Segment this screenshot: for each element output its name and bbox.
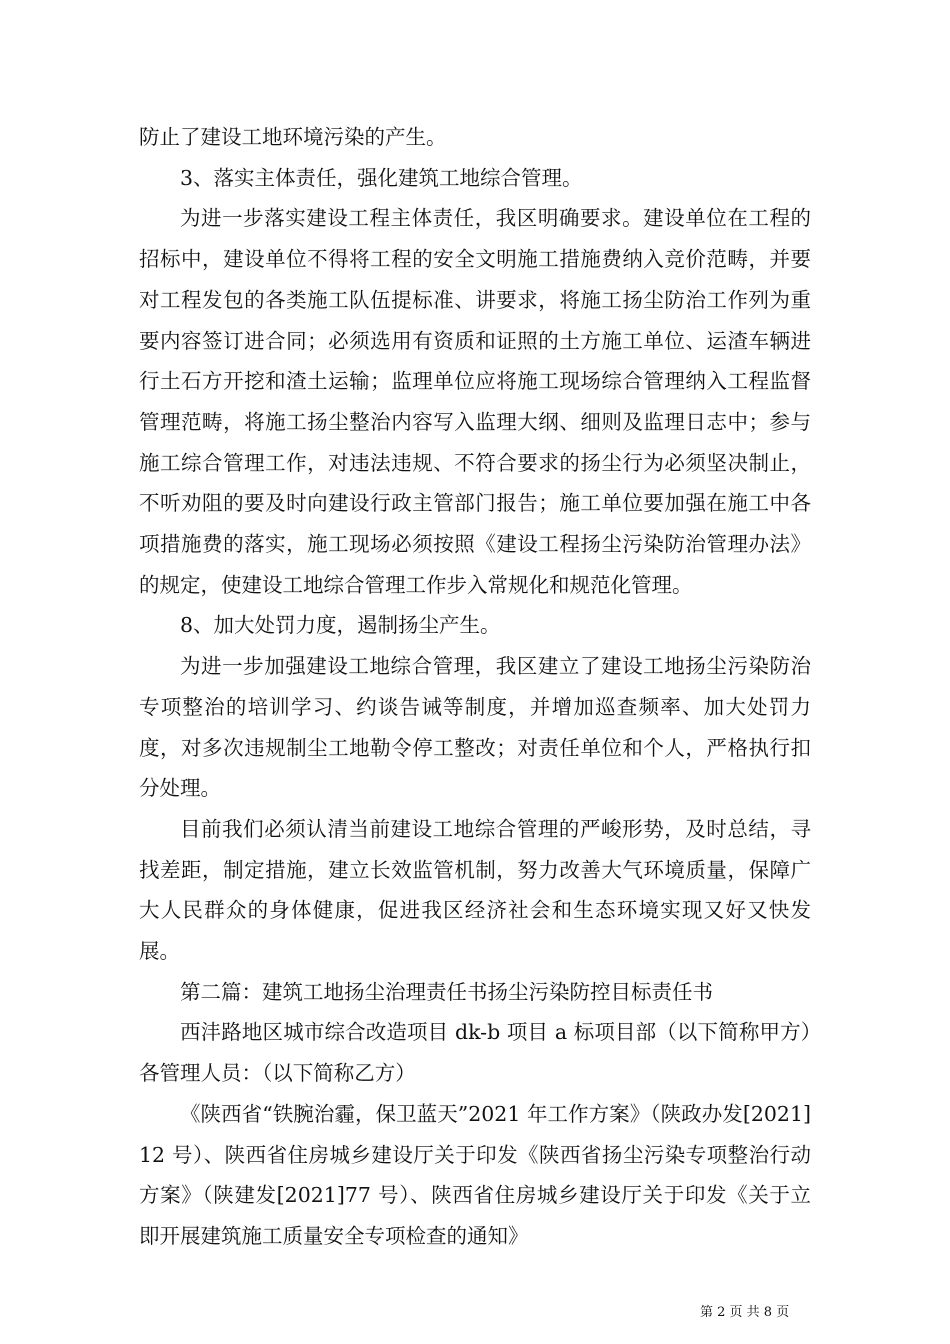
- paragraph-6: 目前我们必须认清当前建设工地综合管理的严峻形势，及时总结，寻找差距，制定措施，建立长效监管机制，努力改善大气环境质量，保障广大人民群众的身体健康，促进我区经济社会和生态环境实现又好又快发展。: [139, 816, 811, 964]
- paragraph-1: 防止了建设工地环境污染的产生。: [139, 125, 447, 149]
- page-number-footer: 第 2 页 共 8 页: [700, 1305, 790, 1320]
- paragraph-3: 为进一步落实建设工程主体责任，我区明确要求。建设单位在工程的招标中，建设单位不得将工程的安全文明施工措施费纳入竞价范畴，并要对工程发包的各类施工队伍提标准、讲要求，将施工扬尘防治工作列为重要内容签订进合同；必须选用有资质和证照的土方施工单位、运渣车辆进行土石方开挖和渣土运输；监理单位应将施工现场综合管理纳入工程监督管理范畴，将施工扬尘整治内容写入监理大纲、细则及监理日志中；参与施工综合管理工作，对违法违规、不符合要求的扬尘行为必须坚决制止，不听劝阻的要及时向建设行政主管部门报告；施工单位要加强在施工中各项措施费的落实，施工现场必须按照《建设工程扬尘污染防治管理办法》的规定，使建设工地综合管理工作步入常规化和规范化管理。: [139, 206, 811, 597]
- paragraph-2-heading: 3、落实主体责任，强化建筑工地综合管理。: [180, 165, 583, 190]
- paragraph-8: 西沣路地区城市综合改造项目 dk-b 项目 a 标项目部（以下简称甲方）各管理人员：（以下简称乙方）: [139, 1020, 811, 1086]
- paragraph-7-section-title: 第二篇：建筑工地扬尘治理责任书扬尘污染防控目标责任书: [180, 979, 713, 1004]
- paragraph-4-heading: 8、加大处罚力度，遏制扬尘产生。: [180, 613, 501, 638]
- paragraph-9: 《陕西省“铁腕治霾，保卫蓝天”2021 年工作方案》（陕政办发[2021]12 号）、陕西省住房城乡建设厅关于印发《陕西省扬尘污染专项整治行动方案》（陕建发[2021]77 号）、陕西省住房城乡建设厅关于印发《关于立即开展建筑施工质量安全专项检查的通知》: [139, 1101, 811, 1248]
- document-body: [139, 117, 811, 1257]
- paragraph-5: 为进一步加强建设工地综合管理，我区建立了建设工地扬尘污染防治专项整治的培训学习、约谈告诫等制度，并增加巡查频率、加大处罚力度，对多次违规制尘工地勒令停工整改；对责任单位和个人，严格执行扣分处理。: [139, 654, 811, 801]
